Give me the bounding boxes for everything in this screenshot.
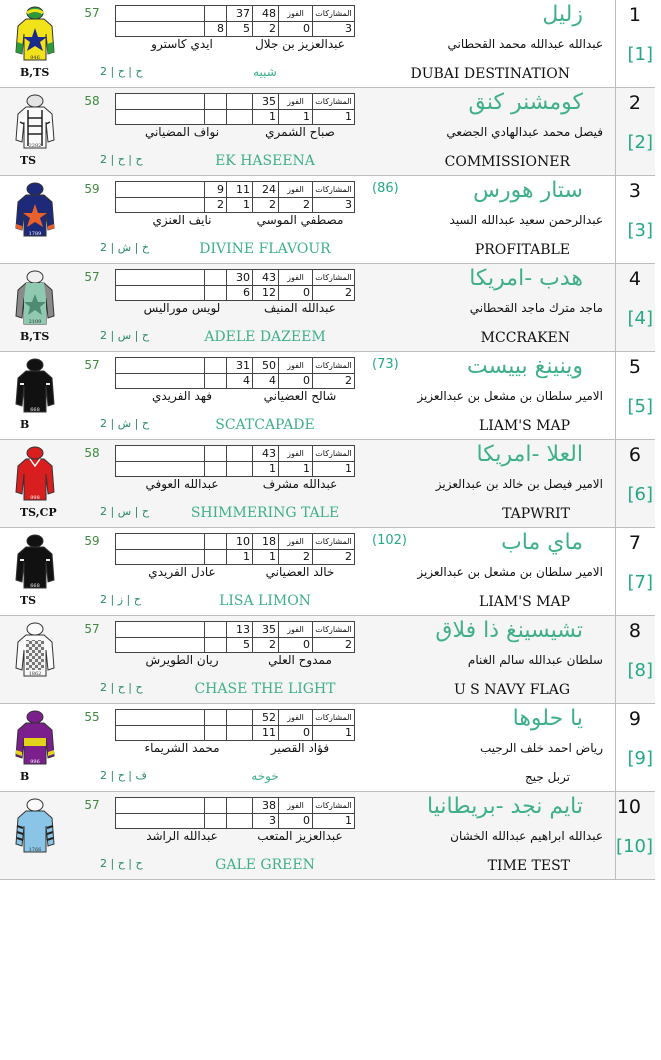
- sire-name: MCCRAKEN: [480, 330, 570, 346]
- sire-name: U S NAVY FLAG: [453, 682, 570, 698]
- horse-name[interactable]: ستار هورس: [473, 178, 583, 203]
- runner-number: 5: [628, 356, 641, 378]
- gate-number: [3]: [627, 220, 653, 241]
- runner-row-6[interactable]: [0, 440, 655, 528]
- sire-name: LIAM'S MAP: [478, 594, 570, 610]
- dam-name: DIVINE FLAVOUR: [199, 241, 331, 257]
- runner-row-3[interactable]: [0, 176, 655, 264]
- dam-name: CHASE THE LIGHT: [194, 681, 336, 697]
- runner-row-10[interactable]: [0, 792, 655, 880]
- sire-name: PROFITABLE: [474, 242, 570, 258]
- equipment-label: B,TS: [20, 330, 50, 343]
- svg-text:1862: 1862: [28, 671, 42, 677]
- runner-row-5[interactable]: [0, 352, 655, 440]
- horse-name[interactable]: وينينغ بييست: [467, 354, 583, 379]
- runner-number: 3: [628, 180, 641, 202]
- gate-number: [4]: [627, 308, 653, 329]
- horse-name[interactable]: هدب -امريكا: [469, 266, 583, 291]
- owner-name: عبدالله عبدالله محمد القحطاني: [447, 37, 603, 51]
- dam-name: LISA LIMON: [219, 593, 311, 609]
- stats-table: 35 الفوز المشاركات 1 1 1: [115, 93, 355, 125]
- stats-table: 30 43 الفوز المشاركات 6 12 0 2: [115, 269, 355, 301]
- svg-text:946: 946: [30, 55, 40, 61]
- jockey-silks-icon: [8, 356, 62, 416]
- rating-value: (86): [372, 181, 399, 196]
- dam-name: SHIMMERING TALE: [190, 505, 340, 521]
- svg-text:1789: 1789: [28, 231, 42, 237]
- weight-value: 57: [84, 270, 100, 284]
- dam-name: شبيه: [253, 65, 277, 79]
- jockey-silks-icon: [8, 620, 62, 680]
- gate-number: [7]: [627, 572, 653, 593]
- equipment-label: TS: [20, 154, 37, 167]
- weight-value: 57: [84, 622, 100, 636]
- stats-table: 10 18 الفوز المشاركات 1 1 2 2: [115, 533, 355, 565]
- trainer-name: مصطفي الموسي: [256, 213, 344, 227]
- runner-number: 1: [628, 4, 641, 26]
- jockey-silks-icon: [8, 92, 62, 152]
- dam-name: خوخه: [251, 769, 279, 783]
- dam-name: GALE GREEN: [215, 857, 315, 873]
- sire-name: COMMISSIONER: [444, 154, 570, 170]
- jockey-name: نايف العنزي: [152, 213, 212, 227]
- gate-number: [2]: [627, 132, 653, 153]
- jockey-name: عادل الفريدي: [148, 565, 216, 579]
- weight-value: 55: [84, 710, 100, 724]
- runner-row-7[interactable]: [0, 528, 655, 616]
- trainer-name: عبدالعزيز المتعب: [257, 829, 343, 843]
- stats-table: 38 الفوز المشاركات 3 0 1: [115, 797, 355, 829]
- form-label: ح | ح | 2: [100, 681, 143, 694]
- owner-name: فيصل محمد عبدالهادي الجضعي: [446, 125, 603, 139]
- owner-name: الامير سلطان بن مشعل بن عبدالعزيز: [417, 389, 603, 403]
- number-column: [615, 704, 655, 792]
- runner-row-8[interactable]: [0, 616, 655, 704]
- number-column: [615, 264, 655, 352]
- equipment-label: TS: [20, 594, 37, 607]
- horse-name[interactable]: يا حلوها: [512, 706, 583, 731]
- number-column: [615, 616, 655, 704]
- weight-value: 57: [84, 358, 100, 372]
- number-column: [615, 352, 655, 440]
- sire-name: DUBAI DESTINATION: [410, 66, 570, 82]
- number-column: [615, 528, 655, 616]
- runner-number: 2: [628, 92, 641, 114]
- equipment-label: B: [20, 418, 30, 431]
- sire-name: LIAM'S MAP: [478, 418, 570, 434]
- sire-name: TAPWRIT: [502, 506, 570, 522]
- stats-table: 13 35 الفوز المشاركات 5 2 0 2: [115, 621, 355, 653]
- svg-text:668: 668: [30, 407, 40, 413]
- trainer-name: صباح الشمري: [265, 125, 335, 139]
- stats-table: 52 الفوز المشاركات 11 0 1: [115, 709, 355, 741]
- stats-table: 37 48 الفوز المشاركات 8 5 2 0 3: [115, 5, 355, 37]
- weight-value: 57: [84, 798, 100, 812]
- jockey-name: عبدالله العوفي: [145, 477, 219, 491]
- horse-name[interactable]: كومشنر كنق: [468, 90, 583, 115]
- svg-text:998: 998: [30, 495, 40, 501]
- jockey-silks-icon: [8, 4, 62, 64]
- number-column: [615, 440, 655, 528]
- horse-name[interactable]: زليل: [542, 2, 583, 27]
- trainer-name: عبدالله المنيف: [264, 301, 336, 315]
- jockey-name: ريان الطويرش: [145, 653, 219, 667]
- owner-name: عبدالرحمن سعيد عبدالله السيد: [449, 213, 603, 227]
- horse-name[interactable]: ماي ماب: [501, 530, 583, 555]
- owner-name: ماجد مترك ماجد القحطاني: [469, 301, 603, 315]
- rating-value: (73): [372, 357, 399, 372]
- runner-number: 4: [628, 268, 641, 290]
- jockey-silks-icon: [8, 444, 62, 504]
- trainer-name: عبدالعزيز بن جلال: [255, 37, 345, 51]
- trainer-name: ممدوح العلي: [268, 653, 332, 667]
- gate-number: [1]: [627, 44, 653, 65]
- form-label: ح | ح | 2: [100, 857, 143, 870]
- form-label: ح | ش | 2: [100, 417, 149, 430]
- jockey-silks-icon: [8, 180, 62, 240]
- number-column: [615, 88, 655, 176]
- trainer-name: فؤاد القصير: [270, 741, 330, 755]
- dam-name: SCATCAPADE: [215, 417, 315, 433]
- form-label: ح | س | 2: [100, 505, 149, 518]
- jockey-silks-icon: [8, 708, 62, 768]
- owner-name: الامير سلطان بن مشعل بن عبدالعزيز: [417, 565, 603, 579]
- jockey-name: ايدي كاسترو: [151, 37, 213, 51]
- jockey-name: محمد الشريماء: [144, 741, 220, 755]
- equipment-label: TS,CP: [20, 506, 57, 519]
- form-label: ح | س | 2: [100, 329, 149, 342]
- dam-name: ADELE DAZEEM: [204, 329, 326, 345]
- owner-name: الامير فيصل بن خالد بن عبدالعزيز: [435, 477, 603, 491]
- gate-number: [8]: [627, 660, 653, 681]
- rating-value: (102): [372, 533, 407, 548]
- jockey-silks-icon: [8, 796, 62, 856]
- runner-row-2[interactable]: [0, 88, 655, 176]
- weight-value: 59: [84, 534, 100, 548]
- owner-name: رياض احمد خلف الرجيب: [480, 741, 603, 755]
- runner-number: 8: [628, 620, 641, 642]
- horse-name[interactable]: تايم نجد -بريطانيا: [427, 794, 583, 819]
- owner-name: عبدالله ابراهيم عبدالله الخشان: [450, 829, 603, 843]
- runner-number: 6: [628, 444, 641, 466]
- svg-text:2109: 2109: [28, 319, 42, 325]
- jockey-silks-icon: [8, 532, 62, 592]
- number-column: [615, 0, 655, 88]
- number-column: [615, 792, 655, 880]
- runner-row-1[interactable]: [0, 0, 655, 88]
- runner-number: 7: [628, 532, 641, 554]
- form-label: ح | ح | 2: [100, 153, 143, 166]
- stats-table: 43 الفوز المشاركات 1 1 1: [115, 445, 355, 477]
- svg-text:668: 668: [30, 583, 40, 589]
- equipment-label: B,TS: [20, 66, 50, 79]
- runner-number: 9: [628, 708, 641, 730]
- runner-row-4[interactable]: [0, 264, 655, 352]
- trainer-name: عبدالله مشرف: [262, 477, 338, 491]
- gate-number: [10]: [616, 836, 653, 857]
- jockey-name: لويس موراليس: [143, 301, 221, 315]
- svg-text:1766: 1766: [28, 847, 42, 853]
- dam-name: EK HASEENA: [215, 153, 315, 169]
- sire-name: TIME TEST: [487, 858, 570, 874]
- horse-name[interactable]: العلا -امريكا: [476, 442, 583, 467]
- weight-value: 58: [84, 446, 100, 460]
- gate-number: [5]: [627, 396, 653, 417]
- form-label: ف | ح | 2: [100, 769, 147, 782]
- gate-number: [6]: [627, 484, 653, 505]
- owner-name: سلطان عبدالله سالم الغنام: [467, 653, 603, 667]
- svg-text:996: 996: [30, 759, 40, 765]
- trainer-name: شالح العضياني: [263, 389, 337, 403]
- jockey-name: فهد الفريدي: [151, 389, 213, 403]
- weight-value: 57: [84, 6, 100, 20]
- form-label: ح | ز | 2: [100, 593, 141, 606]
- runner-row-9[interactable]: [0, 704, 655, 792]
- equipment-label: B: [20, 770, 30, 783]
- form-label: خ | ش | 2: [100, 241, 149, 254]
- jockey-silks-icon: [8, 268, 62, 328]
- trainer-name: خالد العضياني: [265, 565, 335, 579]
- stats-table: 9 11 24 الفوز المشاركات 2 1 2 2 3: [115, 181, 355, 213]
- stats-table: 31 50 الفوز المشاركات 4 4 0 2: [115, 357, 355, 389]
- horse-name[interactable]: تشيسينغ ذا فلاق: [435, 618, 583, 643]
- form-label: ح | ح | 2: [100, 65, 143, 78]
- number-column: [615, 176, 655, 264]
- runner-number: 10: [616, 796, 641, 818]
- sire-name: تربل جيج: [525, 770, 570, 784]
- jockey-name: عبدالله الراشد: [146, 829, 218, 843]
- weight-value: 58: [84, 94, 100, 108]
- gate-number: [9]: [627, 748, 653, 769]
- svg-text:2282: 2282: [28, 143, 42, 149]
- jockey-name: نواف المضياني: [144, 125, 220, 139]
- weight-value: 59: [84, 182, 100, 196]
